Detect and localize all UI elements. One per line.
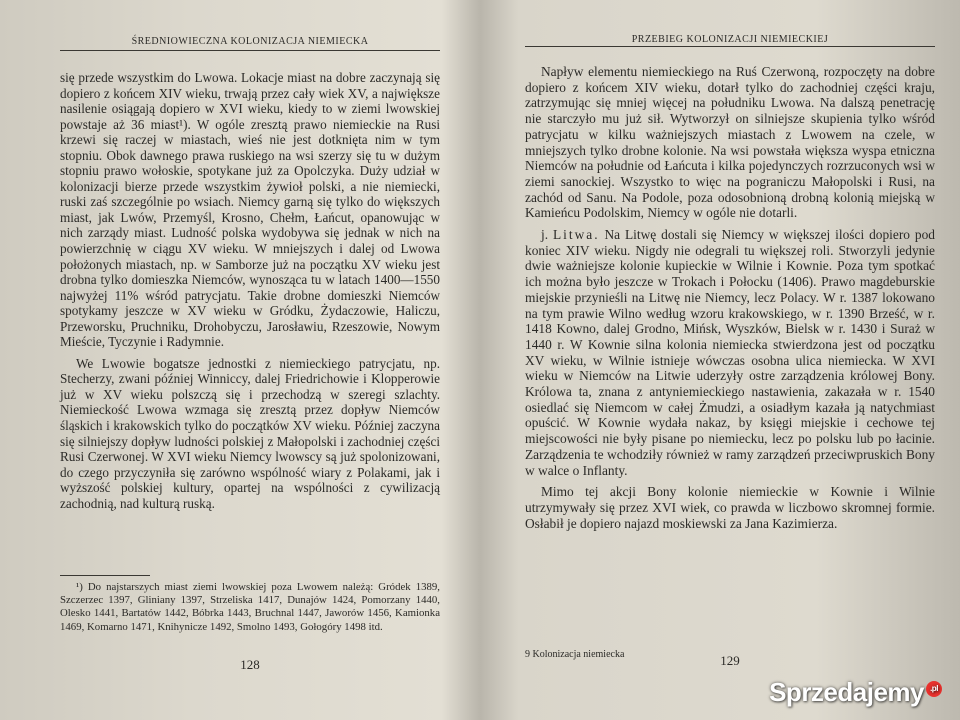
footnote	[60, 581, 440, 634]
printer-signature: 9 Kolonizacja niemiecka	[525, 649, 625, 660]
footnote-text: ¹) Do najstarszych miast ziemi lwowskiej poza Lwowem należą: Gródek 1389, Szczerzec 1397, Gliniany 1397, Strzeliska 1417, Dunajów 1424, Pomorzany 1440, Olesko 1441, Bartatów 1442, Bóbrka 1443, Bruchnal 1447, Jaworów 1456, Kamionka 1469, Komarno 1471, Knihynicze 1492, Smolno 1493, Gołogóry 1498 itd.	[60, 581, 440, 633]
right-running-head: PRZEBIEG KOLONIZACJI NIEMIECKIEJ	[631, 34, 829, 45]
left-running-head: ŚREDNIOWIECZNA KOLONIZACJA NIEMIECKA	[131, 36, 369, 47]
left-body-text	[60, 70, 440, 517]
section-title: Litwa.	[552, 227, 600, 243]
left-page	[60, 0, 440, 720]
watermark-dot-icon: .pl	[926, 681, 942, 697]
right-body-text	[525, 64, 935, 537]
right-paragraph-2-text: Na Litwę dostali się Niemcy w większej ilości dopiero pod koniec XIV wieku. Nigdy nie odegrali tu większej roli. Stworzyli jedynie dwie ważniejsze kolonie kupieckie w Wilnie i Kownie. Poza tym spotkać ich można było jeszcze w Trokach i Połocku (1406). Prawo magdeburskie miejskie przynieśli na Litwę nie Niemcy, lecz Polacy. W r. 1387 lokowano na tym prawie Wilno według wzoru krakowskiego, w r. 1390 Brześć, w r. 1418 Kowno, dalej Grodno, Mińsk, Wyszków, Bielsk w r. 1430 i Suraż w 1440 r. W Kownie silna kolonia niemiecka stwierdzona jest od początku XV wieku, w Wilnie istnieje wówczas osobna ulica niemiecka. W XVI wieku w Niemców na Litwie uderzyły ostre zarządzenia królowej Bony. Królowa ta, znana z antyniemieckiego nastawienia, zakazała w r. 1540 osiedlać się Niemcom w całej Żmudzi, a osiadłym kazała ją natychmiast opuścić. W Kownie wydała nakaz, by księgi miejskie i cechowe tej miejscowości nie były pisane po niemiecku, lecz po polsku lub po łacinie. Zarządzenia te wchodziły również w ramy zarządzeń przeciwpruskich Bony w walce o Inflanty.	[525, 227, 935, 478]
left-paragraph-1: się przede wszystkim do Lwowa. Lokacje miast na dobre zaczynają się dopiero z końcem XIV wieku, trwają przez cały wiek XV, a największe nasilenie osiągają dopiero w XVI wieku, kiedy to w ziemi lwowskiej powstaje aż 36 miast¹). W ogóle zresztą prawo niemieckie na Rusi krzewi się raczej w miastach, wieś nie jest dotknięta nim w tym stopniu. Obok dawnego prawa ruskiego na wsi szerzy się tu w dużym stopniu prawo wołoskie, spotykane już za Opolczyka. Duży udział w kolonizacji bierze przede wszystkim żywioł polski, a nie niemiecki, ruski zaś szczególnie po wsiach. Niemcy garną się tylko do większych miast, jak Lwów, Przemyśl, Krosno, Chełm, Łańcut, opanowując w nich zarządy miast. Ludność polska wydobywa się jednak w nich na powierzchnię w ciągu XV wieku. W mniejszych i dalej od Lwowa położonych miastach, np. w Samborze już na początku XV wieku jest drobna tylko domieszka Niemców, wynosząca tu w latach 1400—1550 najwyżej 11% wśród patrycjatu. Takie drobne domieszki Niemców spotykamy jeszcze w XV wieku w Gródku, Żydaczowie, Haliczu, Przeworsku, Pruchniku, Drohobyczu, Jarosławiu, Rzeszowie, Nowym Mieście, Tyczynie i Radymnie.	[60, 70, 440, 350]
left-paragraph-2: We Lwowie bogatsze jednostki z niemieckiego patrycjatu, np. Stecherzy, zwani później Winniccy, dalej Friedrichowie i Klopperowie już w XV wieku polszczą się i przechodzą w szeregi szlachty. Niemieckość Lwowa wzmaga się zresztą przez dopływ Niemców śląskich i krakowskich tylko do początków XV wieku. Później zaczyna się silniejszy dopływ ludności polskiej z Małopolski i zachodniej części Rusi Czerwonej. W XVI wieku Niemcy lwowscy są już spolonizowani, do czego przyczyniła się zarówno wspólność wiary z Polakami, jak i wyższość polskiej kultury, opartej na wspólności z cywilizacją zachodnią, nad kulturą ruską.	[60, 355, 440, 511]
right-paragraph-2	[525, 227, 935, 478]
header-rule	[525, 46, 935, 47]
section-letter: j.	[541, 227, 549, 243]
left-page-number: 128	[240, 657, 260, 672]
right-paragraph-1: Napływ elementu niemieckiego na Ruś Czerwoną, rozpoczęty na dobre dopiero z końcem XIV wieku, dotarł tylko do zachodniej części kraju, zatrzymując się mniej więcej na południku Lwowa. Na dalszą penetrację nie starczyło mu już sił. Wytworzył on silniejsze skupienia tylko wśród patrycjatu w kilku ważniejszych miastach z Lwowem na czele, w mniejszych tylko drobne kolonie. Na wsi powstała większa wyspa etniczna Niemców na południe od Łańcuta i kilka pojedynczych rozrzuconych wsi w ziemi sanockiej. Wszystko to więc na pograniczu Małopolski i Rusi, na zachód od Sanu. Na Podole, poza odosobnioną drobną kolonią miejską w Kamieńcu Podolskim, Niemcy w ogóle nie dotarli.	[525, 64, 935, 221]
right-page-number: 129	[720, 653, 740, 668]
right-paragraph-3: Mimo tej akcji Bony kolonie niemieckie w Kownie i Wilnie utrzymywały się przez XVI wiek, co prawda w liczbowo skromnej formie. Osłabił je dopiero najazd moskiewski za Jana Kazimierza.	[525, 484, 935, 531]
watermark-logo	[769, 677, 942, 708]
footnote-rule	[60, 575, 150, 576]
right-page	[525, 0, 935, 720]
header-rule	[60, 50, 440, 51]
watermark-text: Sprzedajemy	[769, 677, 924, 707]
